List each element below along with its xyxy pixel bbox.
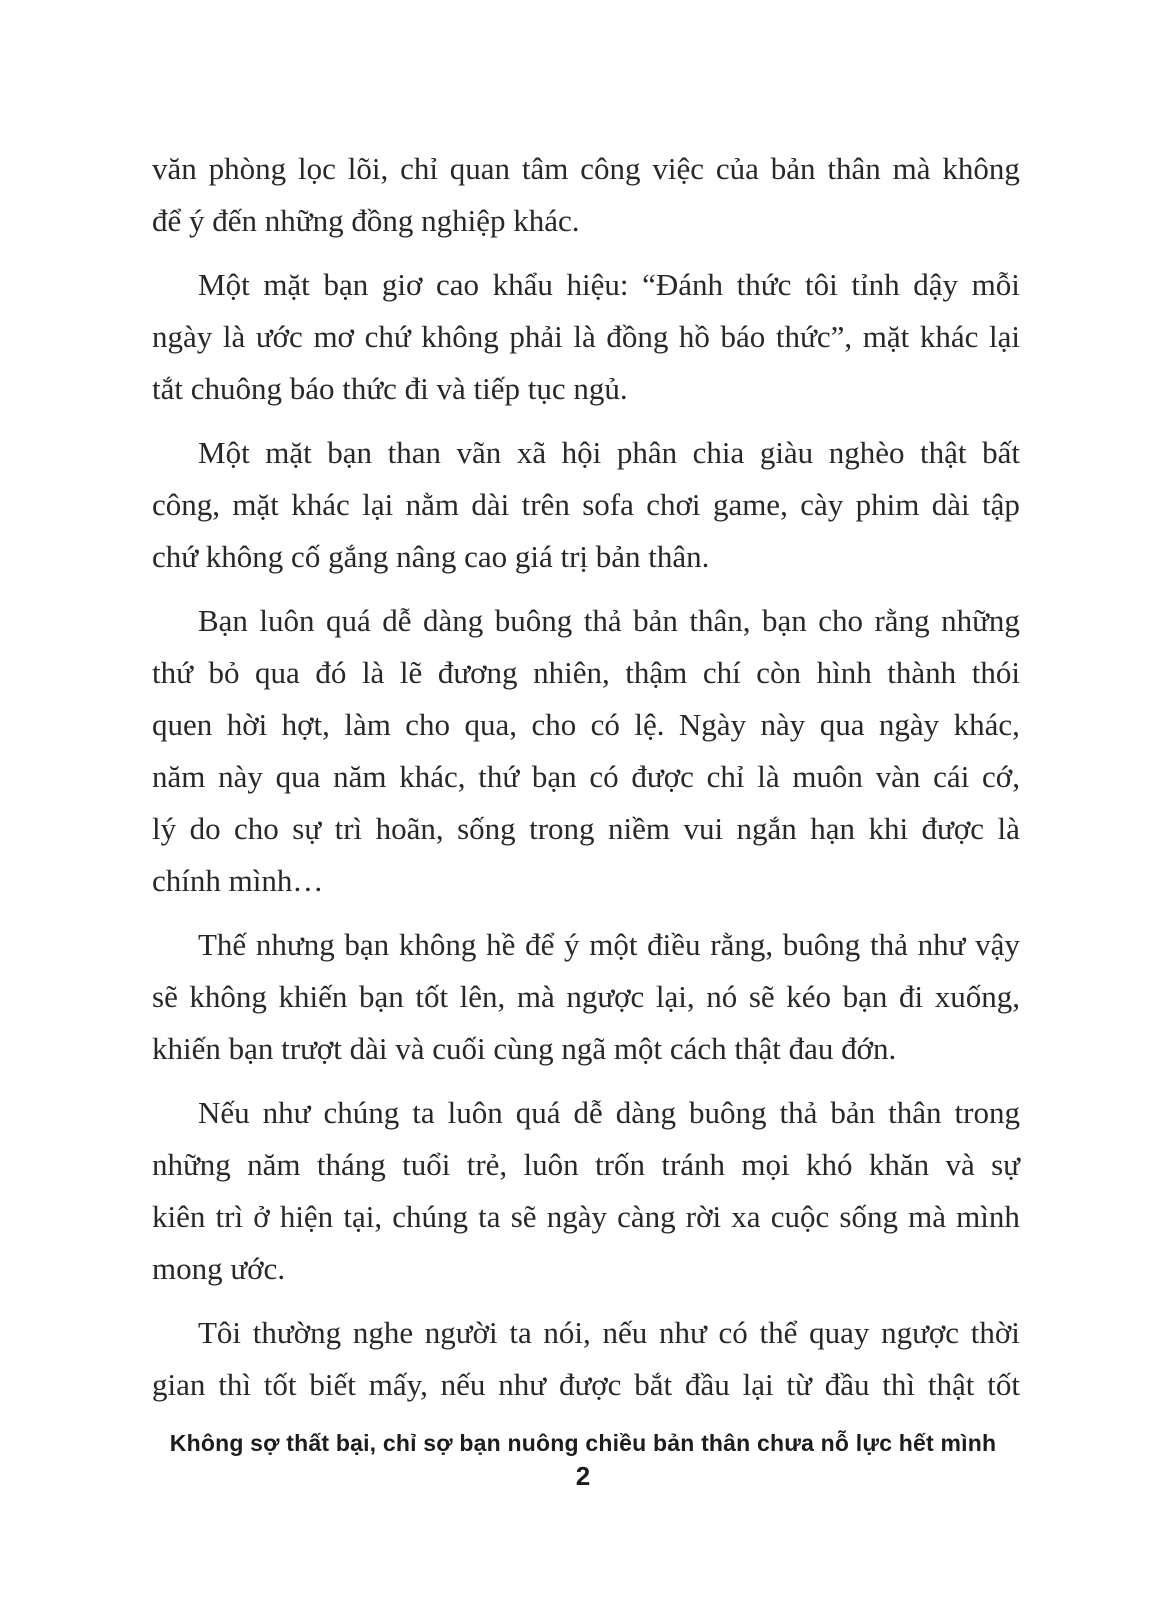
word: đương — [437, 655, 518, 690]
word: lại, — [655, 979, 695, 1014]
word: và — [945, 1147, 975, 1182]
text-line — [152, 595, 1020, 647]
word: chúng — [323, 1095, 400, 1130]
word: như — [917, 927, 966, 962]
word: đồng — [606, 319, 669, 354]
word: qua — [255, 655, 300, 690]
word: ta — [478, 1199, 501, 1234]
word: bỏ — [208, 655, 240, 690]
word: khác, — [953, 707, 1020, 742]
word: Một — [198, 267, 250, 302]
word: không — [942, 151, 1020, 186]
word: hiệu: — [566, 267, 629, 302]
text-line — [152, 699, 1020, 751]
word: mà — [516, 979, 555, 1014]
word: quan — [449, 151, 511, 186]
word: sự — [292, 811, 322, 846]
word: điều — [647, 927, 701, 962]
word: quay — [809, 1315, 870, 1350]
word: lý — [152, 811, 177, 846]
word: bạn — [761, 603, 807, 638]
word: tốt — [263, 1367, 297, 1402]
word: dễ — [573, 1095, 603, 1130]
word: tốt — [415, 979, 449, 1014]
word: bạn — [327, 435, 373, 470]
word: mọi — [741, 1147, 790, 1182]
text-line — [152, 803, 1020, 855]
word: sống — [457, 811, 516, 846]
word: là — [573, 319, 596, 354]
word: để — [525, 927, 555, 962]
word: làm — [344, 707, 391, 742]
word: chúng — [392, 1199, 469, 1234]
word: ở — [253, 1199, 270, 1234]
text-line — [152, 647, 1020, 699]
word: tập — [982, 487, 1020, 522]
text-line: chứ không cố gắng nâng cao giá trị bản thân. — [152, 539, 710, 574]
word: những — [941, 603, 1020, 638]
word: thân — [888, 1095, 942, 1130]
word: thả — [779, 1095, 818, 1130]
word: năm — [333, 759, 387, 794]
word: niềm — [607, 811, 670, 846]
body-text — [152, 143, 1020, 1423]
word: lõi, — [347, 151, 389, 186]
word: xa — [731, 1199, 761, 1234]
word: Một — [198, 435, 250, 470]
paragraph — [152, 427, 1020, 583]
word: quá — [326, 603, 371, 638]
word: thường — [252, 1315, 342, 1350]
paragraph — [152, 919, 1020, 1075]
word: hợt, — [281, 707, 330, 742]
word: nếu — [602, 1315, 648, 1350]
word: càng — [617, 1199, 676, 1234]
word: trong — [529, 811, 595, 846]
word: Ngày — [678, 707, 747, 742]
word: khẩu — [492, 267, 553, 302]
word: thì — [882, 1367, 916, 1402]
word: như — [498, 1367, 547, 1402]
word: mơ — [313, 319, 354, 354]
word: trốn — [595, 1147, 645, 1182]
word: ý — [564, 927, 580, 962]
text-line — [152, 1307, 1020, 1359]
word: ngày — [152, 319, 213, 354]
word: ta — [509, 1315, 532, 1350]
word: cớ, — [982, 759, 1020, 794]
word: ta — [412, 1095, 435, 1130]
text-line: mong ước. — [152, 1251, 286, 1286]
word: là — [222, 319, 246, 354]
text-line — [152, 427, 1020, 479]
word: có — [590, 707, 620, 742]
word: ngược — [881, 1315, 960, 1350]
word: hình — [816, 655, 872, 690]
word: bản — [770, 151, 816, 186]
word: tránh — [661, 1147, 726, 1182]
word: đi — [899, 979, 924, 1014]
word: không — [421, 319, 499, 354]
word: là — [757, 759, 780, 794]
word: quen — [152, 707, 213, 742]
word: thả — [583, 603, 622, 638]
word: sofa — [582, 487, 634, 522]
word: cái — [933, 759, 970, 794]
word: sẽ — [748, 979, 775, 1014]
word: ngày — [546, 1199, 607, 1234]
word: khiến — [278, 979, 348, 1014]
word: cho — [405, 707, 451, 742]
word: ngược — [566, 979, 645, 1014]
word: hội — [561, 435, 602, 470]
word: như — [262, 1095, 311, 1130]
word: thân — [827, 151, 881, 186]
word: tốt — [987, 1367, 1020, 1402]
word: Thế — [198, 927, 247, 962]
word: dậy — [913, 267, 958, 302]
word: bạn — [842, 979, 888, 1014]
word: vãn — [456, 435, 502, 470]
word: khăn — [868, 1147, 930, 1182]
word: cho — [531, 707, 577, 742]
word: mặt — [263, 267, 310, 302]
word: thành — [887, 655, 957, 690]
word: lại — [742, 1367, 774, 1402]
text-line: khiến bạn trượt dài và cuối cùng ngã một cách thật đau đớn. — [152, 1031, 897, 1066]
word: đầu — [684, 1367, 730, 1402]
word: lại — [988, 319, 1020, 354]
word: sự — [991, 1147, 1020, 1182]
word: thức”, — [775, 319, 853, 354]
word: cho — [234, 811, 279, 846]
word: bản — [633, 603, 678, 638]
word: ngắn — [736, 811, 797, 846]
word: đó — [315, 655, 347, 690]
text-line: chính mình… — [152, 863, 324, 898]
word: vậy — [975, 927, 1020, 962]
word: cho — [818, 603, 863, 638]
word: qua — [819, 707, 865, 742]
word: khác — [291, 487, 350, 522]
word: thậm — [625, 655, 688, 690]
word: buông — [689, 1095, 767, 1130]
word: tại, — [343, 1199, 383, 1234]
text-line — [152, 1139, 1020, 1191]
word: là — [997, 811, 1020, 846]
word: dài — [471, 487, 510, 522]
text-line — [152, 971, 1020, 1023]
word: sẽ — [510, 1199, 537, 1234]
word: cao — [435, 267, 479, 302]
word: luôn — [447, 1095, 503, 1130]
word: nhiên, — [533, 655, 610, 690]
word: hời — [226, 707, 268, 742]
word: chí — [702, 655, 741, 690]
word: khác — [919, 319, 979, 354]
footer-quote: Không sợ thất bại, chỉ sợ bạn nuông chiều bản thân chưa nỗ lực hết mình — [169, 1430, 997, 1456]
text-line — [152, 919, 1020, 971]
word: Bạn — [198, 603, 248, 638]
word: này — [218, 759, 263, 794]
word: được — [558, 1367, 622, 1402]
word: muôn — [792, 759, 863, 794]
word: biết — [309, 1367, 356, 1402]
word: lại — [362, 487, 394, 522]
word: bắt — [634, 1367, 673, 1402]
word: văn — [152, 151, 197, 186]
word: nó — [706, 979, 738, 1014]
word: rời — [685, 1199, 722, 1234]
word: nằm — [405, 487, 459, 522]
word: thật — [927, 1367, 975, 1402]
word: thân, — [689, 603, 751, 638]
word: đầu — [824, 1367, 870, 1402]
text-line — [152, 259, 1020, 311]
word: trẻ, — [466, 1147, 508, 1182]
word: buông — [782, 927, 861, 962]
word: nhưng — [255, 927, 335, 962]
word: phải — [509, 319, 563, 354]
word: lên, — [459, 979, 506, 1014]
word: mỗi — [971, 267, 1020, 302]
word: nói, — [543, 1315, 591, 1350]
word: bạn — [323, 267, 369, 302]
word: thật — [920, 435, 967, 470]
paragraph — [152, 595, 1020, 907]
word: có — [589, 759, 619, 794]
page-number: 2 — [575, 1461, 591, 1491]
word: lọc — [297, 151, 336, 186]
word: những — [152, 1147, 231, 1182]
word: công — [580, 151, 641, 186]
word: không — [398, 927, 477, 962]
word: phim — [855, 487, 920, 522]
word: Tôi — [198, 1315, 242, 1350]
word: sống — [839, 1199, 898, 1234]
paragraph — [152, 1307, 1020, 1411]
word: giàu — [759, 435, 814, 470]
word: dài — [931, 487, 970, 522]
paragraph — [152, 259, 1020, 415]
word: mặt — [232, 487, 279, 522]
word: dễ — [382, 603, 412, 638]
text-line — [152, 479, 1020, 531]
word: rằng, — [710, 927, 774, 962]
word: dàng — [423, 603, 484, 638]
word: kiên — [152, 1199, 206, 1234]
word: có — [718, 1315, 748, 1350]
word: bản — [830, 1095, 876, 1130]
paragraph — [152, 1087, 1020, 1295]
word: than — [387, 435, 441, 470]
word: ước — [255, 319, 303, 354]
word: còn — [756, 655, 802, 690]
text-line — [152, 1359, 1020, 1411]
word: thì — [218, 1367, 251, 1402]
word: “Đánh — [642, 267, 724, 302]
word: thói — [971, 655, 1020, 690]
word: mà — [892, 151, 931, 186]
word: trì — [334, 811, 363, 846]
word: tháng — [316, 1147, 386, 1182]
word: chỉ — [400, 151, 438, 186]
word: được — [921, 811, 984, 846]
word: chia — [692, 435, 745, 470]
word: tâm — [521, 151, 569, 186]
word: bạn — [358, 979, 404, 1014]
word: thả — [870, 927, 908, 962]
word: bất — [982, 435, 1020, 470]
word: quá — [515, 1095, 561, 1130]
word: do — [189, 811, 221, 846]
word: qua — [275, 759, 321, 794]
text-line — [152, 311, 1020, 363]
word: Nếu — [198, 1095, 250, 1130]
word: công, — [152, 487, 221, 522]
word: cuộc — [770, 1199, 830, 1234]
word: hiện — [279, 1199, 334, 1234]
word: qua, — [464, 707, 518, 742]
word: kéo — [786, 979, 832, 1014]
word: của — [715, 151, 759, 186]
word: này — [760, 707, 806, 742]
word: được — [631, 759, 694, 794]
text-line — [152, 751, 1020, 803]
paragraph — [152, 143, 1020, 247]
word: phòng — [208, 151, 287, 186]
word: vàn — [875, 759, 921, 794]
word: thức — [736, 267, 792, 302]
word: trì — [215, 1199, 244, 1234]
word: cày — [800, 487, 844, 522]
word: hoãn, — [375, 811, 444, 846]
word: trên — [521, 487, 570, 522]
word: nếu — [440, 1367, 486, 1402]
word: phân — [616, 435, 678, 470]
word: tôi — [804, 267, 838, 302]
word: luôn — [523, 1147, 579, 1182]
word: năm — [152, 759, 206, 794]
word: xã — [516, 435, 547, 470]
word: buông — [494, 603, 573, 638]
word: vui — [683, 811, 724, 846]
word: mấy, — [368, 1367, 428, 1402]
word: không — [189, 979, 267, 1014]
word: mặt — [862, 319, 910, 354]
word: nghe — [352, 1315, 414, 1350]
word: chơi — [646, 487, 701, 522]
word: sẽ — [152, 979, 178, 1014]
word: năm — [247, 1147, 301, 1182]
word: lệ. — [634, 707, 665, 742]
word: tỉnh — [851, 267, 900, 302]
text-line: để ý đến những đồng nghiệp khác. — [152, 203, 580, 238]
word: thứ — [478, 759, 520, 794]
word: từ — [786, 1367, 812, 1402]
word: chứ — [364, 319, 411, 354]
text-line — [152, 1087, 1020, 1139]
word: giơ — [381, 267, 423, 302]
word: thời — [970, 1315, 1020, 1350]
word: game, — [712, 487, 788, 522]
word: tuổi — [402, 1147, 451, 1182]
word: bạn — [531, 759, 577, 794]
word: khó — [805, 1147, 853, 1182]
word: lẽ — [399, 655, 423, 690]
word: mình — [956, 1199, 1020, 1234]
word: xuống, — [934, 979, 1020, 1014]
word: bạn — [344, 927, 390, 962]
word: trong — [954, 1095, 1020, 1130]
word: gian — [152, 1367, 206, 1402]
word: luôn — [259, 603, 315, 638]
text-line — [152, 143, 1020, 195]
word: nghèo — [828, 435, 905, 470]
word: khác, — [399, 759, 466, 794]
word: hạn — [810, 811, 855, 846]
word: việc — [652, 151, 705, 186]
word: như — [659, 1315, 707, 1350]
word: chỉ — [706, 759, 745, 794]
word: báo — [720, 319, 766, 354]
word: mặt — [265, 435, 312, 470]
word: một — [589, 927, 638, 962]
word: thứ — [152, 655, 193, 690]
word: khi — [868, 811, 909, 846]
word: ngày — [878, 707, 940, 742]
word: dàng — [615, 1095, 677, 1130]
text-line — [152, 1191, 1020, 1243]
word: người — [424, 1315, 498, 1350]
text-line: tắt chuông báo thức đi và tiếp tục ngủ. — [152, 371, 628, 406]
word: hề — [486, 927, 516, 962]
word: mà — [908, 1199, 947, 1234]
word: là — [361, 655, 385, 690]
word: hồ — [678, 319, 710, 354]
word: thể — [759, 1315, 798, 1350]
word: rằng — [874, 603, 930, 638]
